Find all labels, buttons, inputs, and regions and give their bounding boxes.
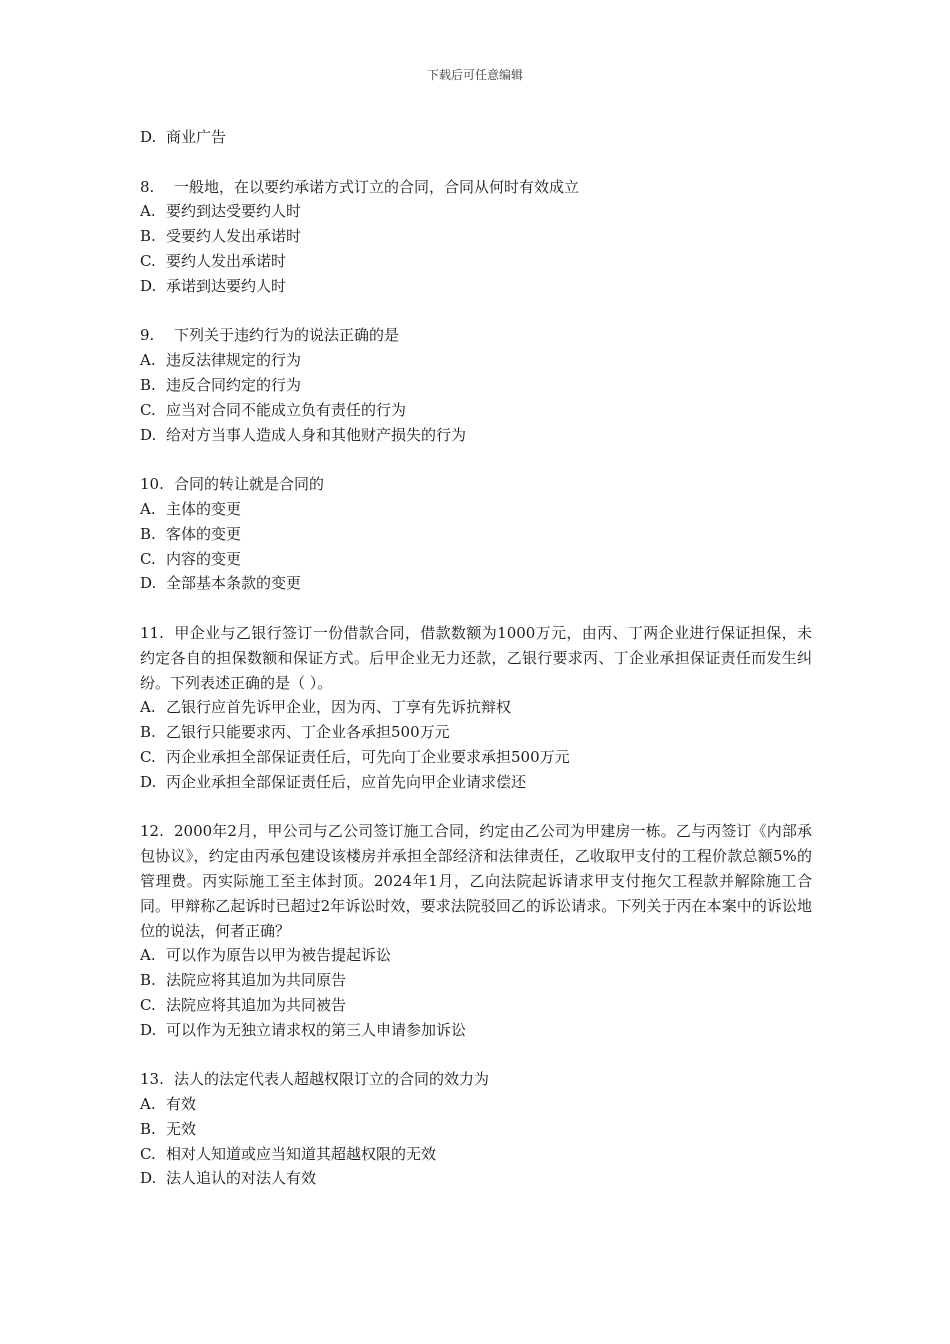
answer-option [140,199,812,224]
question-stem [140,1067,812,1092]
option-text: 受要约人发出承诺时 [166,227,302,246]
answer-option [140,695,812,720]
answer-option [140,720,812,745]
question-block [140,323,812,447]
option-text: 相对人知道或应当知道其超越权限的无效 [166,1144,437,1163]
answer-option [140,348,812,373]
question-stem [140,621,812,695]
question-text: 一般地，在以要约承诺方式订立的合同，合同从何时有效成立 [174,177,580,196]
answer-option [140,398,812,423]
option-text: 无效 [166,1119,197,1138]
option-text: 法院应将其追加为共同被告 [166,995,347,1014]
option-letter: B. [140,375,156,394]
option-text: 乙银行只能要求丙、丁企业各承担500万元 [166,723,450,742]
question-number: 10. [140,475,164,494]
page-header: 下载后可任意编辑 [426,68,523,82]
option-letter: C. [140,251,156,270]
option-text: 法人追认的对法人有效 [166,1169,317,1188]
option-letter: D. [140,1020,157,1039]
answer-option [140,745,812,770]
option-text: 丙企业承担全部保证责任后，应首先向甲企业请求偿还 [166,772,527,791]
question-text: 2000年2月，甲公司与乙公司签订施工合同，约定由乙公司为甲建房一栋。乙与丙签订《内部承包协议》，约定由丙承包建设该楼房并承担全部经济和法律责任，乙收取甲支付的工程价款总额5%的管理费。丙实际施工至主体封顶。2024年1月，乙向法院起诉请求甲支付拖欠工程款并解除施工合同。甲辩称乙起诉时已超过2年诉讼时效，要求法院驳回乙的诉讼请求。下列关于丙在本案中的诉讼地位的说法，何者正确？ [140,822,812,940]
answer-option [140,968,812,993]
question-text: 下列关于违约行为的说法正确的是 [174,326,400,345]
option-text: 客体的变更 [166,524,242,543]
option-text: 违反法律规定的行为 [166,351,302,370]
option-letter: C. [140,549,156,568]
answer-option [140,373,812,398]
question-stem [140,175,812,200]
option-text: 有效 [166,1095,197,1114]
option-letter: B. [140,1119,156,1138]
question-stem [140,819,812,943]
question-text: 合同的转让就是合同的 [174,475,325,494]
option-letter: C. [140,400,156,419]
option-text: 可以作为无独立请求权的第三人申请参加诉讼 [166,1020,467,1039]
answer-option [140,993,812,1018]
option-letter: B. [140,971,156,990]
option-letter: D. [140,574,157,593]
option-letter: C. [140,995,156,1014]
question-block [140,819,812,1042]
option-text: 要约到达受要约人时 [166,202,302,221]
document-body [140,125,812,1191]
question-block [140,621,812,795]
question-stem [140,323,812,348]
option-text: 给对方当事人造成人身和其他财产损失的行为 [166,425,467,444]
option-letter: B. [140,723,156,742]
question-block [140,472,812,596]
answer-option [140,1092,812,1117]
option-letter: A. [140,946,156,965]
answer-option [140,274,812,299]
option-text: 丙企业承担全部保证责任后，可先向丁企业要求承担500万元 [166,747,570,766]
answer-option [140,224,812,249]
question-block [140,1067,812,1191]
option-text: 要约人发出承诺时 [166,251,287,270]
option-letter: A. [140,698,156,717]
answer-option [140,571,812,596]
answer-option [140,1142,812,1167]
question-number: 9. [140,326,155,345]
option-letter: B. [140,227,156,246]
option-text: 内容的变更 [166,549,242,568]
option-letter: A. [140,202,156,221]
answer-option [140,423,812,448]
answer-option [140,1117,812,1142]
option-letter: D. [140,128,157,146]
answer-option [140,770,812,795]
option-text: 承诺到达要约人时 [166,276,287,295]
option-text: 主体的变更 [166,499,242,518]
option-letter: A. [140,499,156,518]
question-list [140,175,812,1192]
question-block [140,175,812,299]
option-letter: D. [140,425,157,444]
answer-option [140,943,812,968]
option-letter: B. [140,524,156,543]
option-text: 商业广告 [166,128,227,146]
question-number: 12. [140,822,164,841]
question-number: 8. [140,177,155,196]
lead-option [140,125,812,150]
option-text: 全部基本条款的变更 [166,574,302,593]
option-text: 违反合同约定的行为 [166,375,302,394]
option-letter: A. [140,1095,156,1114]
answer-option [140,1018,812,1043]
option-letter: D. [140,1169,157,1188]
answer-option [140,547,812,572]
answer-option [140,1166,812,1191]
option-letter: C. [140,1144,156,1163]
option-letter: C. [140,747,156,766]
option-letter: A. [140,351,156,370]
question-number: 11. [140,623,164,642]
answer-option [140,497,812,522]
option-letter: D. [140,772,157,791]
option-text: 乙银行应首先诉甲企业，因为丙、丁享有先诉抗辩权 [166,698,512,717]
option-text: 应当对合同不能成立负有责任的行为 [166,400,407,419]
answer-option [140,522,812,547]
question-text: 法人的法定代表人超越权限订立的合同的效力为 [174,1070,490,1089]
question-stem [140,472,812,497]
option-text: 法院应将其追加为共同原告 [166,971,347,990]
question-text: 甲企业与乙银行签订一份借款合同，借款数额为1000万元，由丙、丁两企业进行保证担保，未约定各自的担保数额和保证方式。后甲企业无力还款，乙银行要求丙、丁企业承担保证责任而发生纠纷。下列表述正确的是（ ）。 [140,623,812,692]
answer-option [140,249,812,274]
option-text: 可以作为原告以甲为被告提起诉讼 [166,946,392,965]
option-letter: D. [140,276,157,295]
question-number: 13. [140,1070,164,1089]
